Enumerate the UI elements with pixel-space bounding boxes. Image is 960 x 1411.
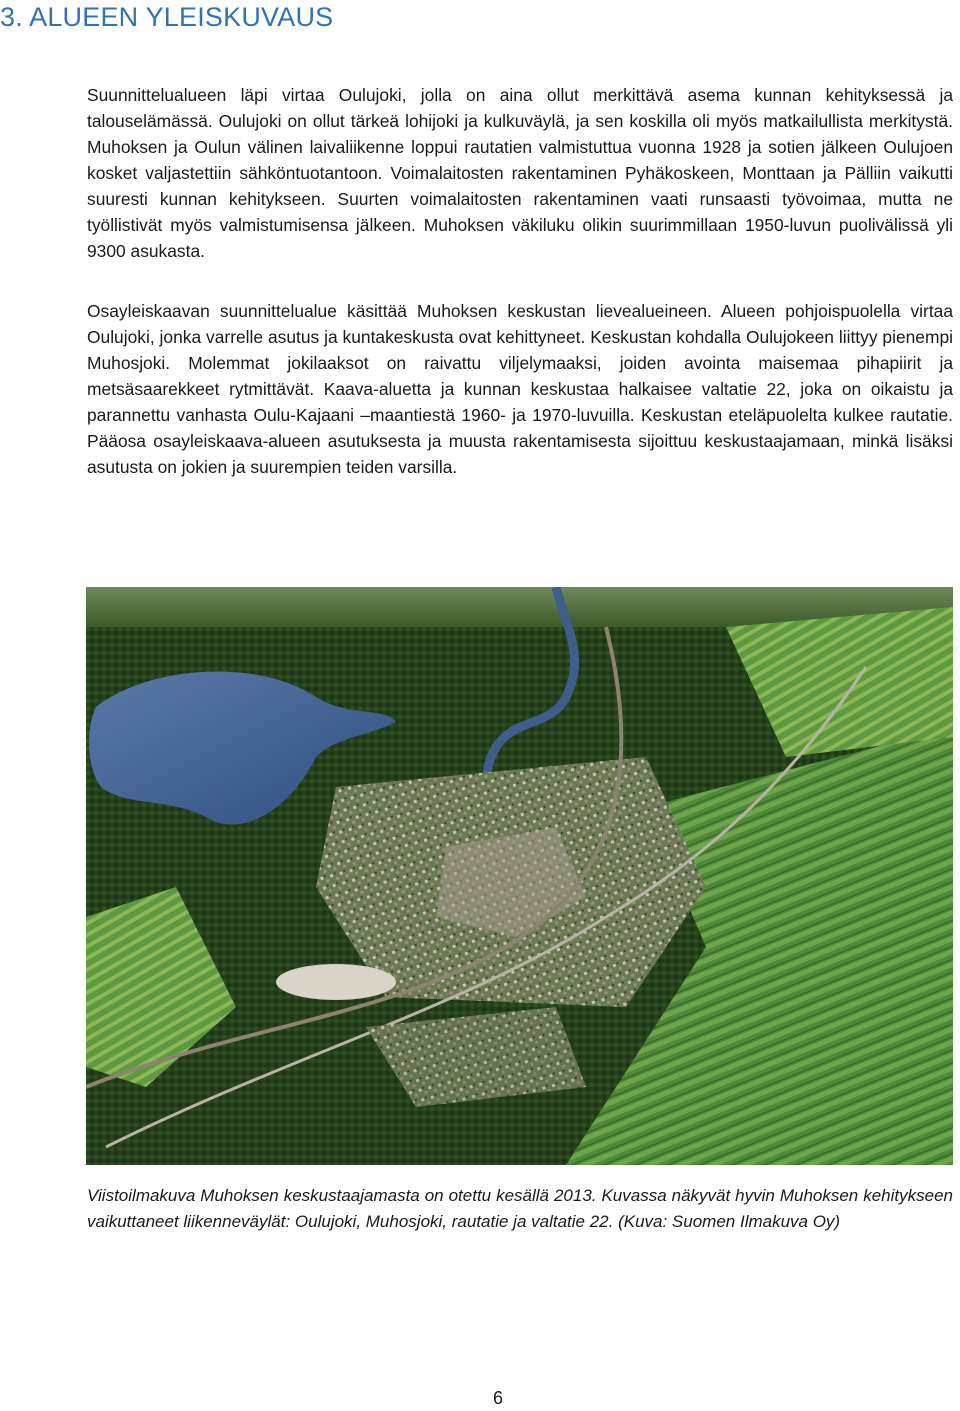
page-number: 6 (492, 1388, 503, 1408)
paragraph-area-description: Osayleiskaavan suunnittelualue käsittää Muhoksen keskustan lievealueineen. Alueen pohjoispuolella virtaa Oulujoki, jonka varrelle asutus ja kuntakeskusta ovat kehittyneet. Keskustan kohdalla Oulujokeen liittyy pienempi Muhosjoki. Molemmat jokilaaksot on raivattu viljelymaaksi, joiden avointa maisemaa pihapiirit ja metsäsaarekkeet rytmittävät. Kaava-aluetta ja kunnan keskustaa halkaisee valtatie 22, joka on oikaistu ja parannettu vanhasta Oulu-Kajaani –maantiestä 1960- ja 1970-luvuilla. Keskustan eteläpuolelta kulkee rautatie. Pääosa osayleiskaava-alueen asutuksesta ja muusta rakentamisesta sijoittuu keskustaajamaan, minkä lisäksi asutusta on jokien ja suurempien teiden varsilla. (87, 301, 953, 477)
paragraph-history: Suunnittelualueen läpi virtaa Oulujoki, jolla on aina ollut merkittävä asema kunnan kehityksessä ja talouselämässä. Oulujoki on ollut tärkeä lohijoki ja kulkuväylä, ja sen koskilla oli myös matkailullista merkitystä. Muhoksen ja Oulun välinen laivaliikenne loppui rautatien valmistuttua vuonna 1928 ja sotien jälkeen Oulujoen kosket valjastettiin sähköntuotantoon. Voimalaitosten rakentaminen Pyhäkoskeen, Monttaan ja Pälliin vaikutti suuresti kunnan kehitykseen. Suurten voimalaitosten rakentaminen vaati runsaasti työvoimaa, mutta ne työllistivät myös valmistumisensa jälkeen. Muhoksen väkiluku olikin suurimmillaan 1950-luvun puolivälissä yli 9300 asukasta. (87, 85, 953, 261)
section-heading: 3. ALUEEN YLEISKUVAUS (0, 2, 334, 32)
figure-caption: Viistoilmakuva Muhoksen keskustaajamasta on otettu kesällä 2013. Kuvassa näkyvät hyvin Muhoksen kehitykseen vaikuttaneet liikenneväylät: Oulujoki, Muhosjoki, rautatie ja valtatie 22. (Kuva: Suomen Ilmakuva Oy) (87, 1186, 953, 1231)
aerial-photo (86, 587, 953, 1165)
